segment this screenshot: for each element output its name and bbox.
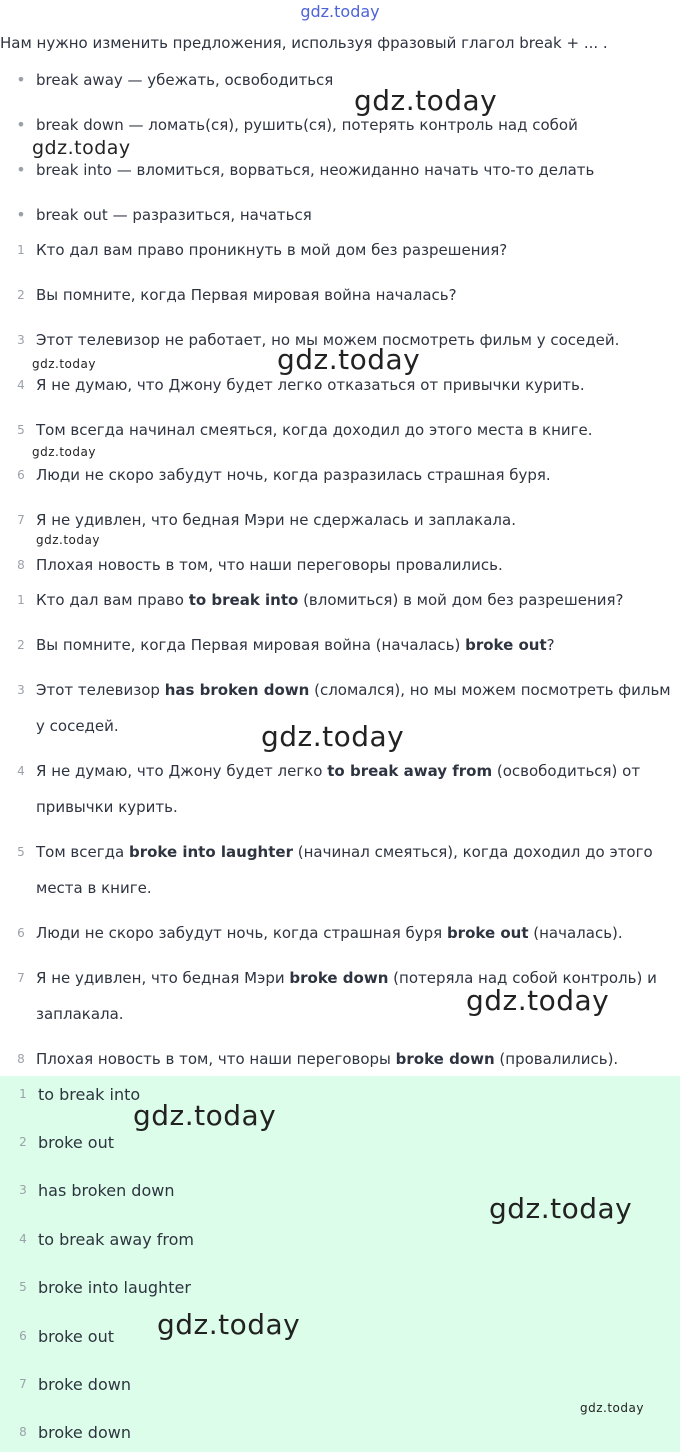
- solution-text: (начинал смеяться), когда доходил до этого места в книге.: [36, 843, 653, 897]
- item-number: 8: [17, 558, 25, 572]
- sentence-text: Я не удивлен, что бедная Мэри не сдержалась и заплакала.: [36, 511, 516, 529]
- watermark: gdz.today: [277, 343, 421, 376]
- answer-panel: [0, 1076, 680, 1452]
- phrasal-verb-answer: to break into: [188, 591, 299, 609]
- solution-text: (потеряла над собой контроль) и заплакала.: [36, 969, 657, 1023]
- verb-term: break down: [36, 116, 124, 134]
- verb-term: break away: [36, 71, 123, 89]
- item-number: 8: [17, 1052, 25, 1066]
- item-number: 5: [19, 1280, 27, 1294]
- solution-text: Вы помните, когда Первая мировая война (началась): [36, 636, 466, 654]
- answer-text: broke down: [38, 1423, 131, 1442]
- verb-term: break out: [36, 206, 108, 224]
- phrasal-verb-answer: to break away from: [327, 762, 493, 780]
- solution-text: (освободиться) от привычки курить.: [36, 762, 641, 816]
- watermark: gdz.today: [466, 984, 610, 1017]
- sentence-text: Люди не скоро забудут ночь, когда разразилась страшная буря.: [36, 466, 551, 484]
- item-number: 2: [17, 638, 25, 652]
- sentence-text: Том всегда начинал смеяться, когда доходил до этого места в книге.: [36, 421, 593, 439]
- solution-text: Этот телевизор: [36, 681, 165, 699]
- solution-text: Том всегда: [36, 843, 129, 861]
- item-number: 1: [19, 1087, 27, 1101]
- sentence-text: Плохая новость в том, что наши переговоры провалились.: [36, 556, 503, 574]
- watermark: gdz.today: [261, 720, 405, 753]
- answer-text: to break into: [38, 1085, 141, 1104]
- item-number: 2: [19, 1135, 27, 1149]
- item-number: 1: [17, 593, 25, 607]
- verb-definition: — ломать(ся), рушить(ся), потерять контроль над собой: [123, 116, 578, 134]
- answer-text: broke down: [38, 1375, 131, 1394]
- solution-text: Люди не скоро забудут ночь, когда страшная буря: [36, 924, 447, 942]
- solution-text: Я не удивлен, что бедная Мэри: [36, 969, 290, 987]
- item-number: 6: [17, 926, 25, 940]
- sentence-text: Этот телевизор не работает, но мы можем посмотреть фильм у соседей.: [36, 331, 620, 349]
- answer-text: to break away from: [38, 1230, 195, 1249]
- item-number: 3: [17, 683, 25, 697]
- watermark: gdz.today: [32, 357, 96, 371]
- item-number: 7: [19, 1377, 27, 1391]
- verb-definition: — убежать, освободиться: [122, 71, 334, 89]
- phrasal-verb-answer: has broken down: [164, 681, 310, 699]
- phrasal-verb-answer: broke out: [446, 924, 529, 942]
- item-number: 4: [17, 764, 25, 778]
- bullet-icon: •: [16, 70, 26, 89]
- solution-text: ?: [546, 636, 555, 654]
- item-number: 4: [19, 1232, 27, 1246]
- solution-text: Я не думаю, что Джону будет легко: [36, 762, 328, 780]
- item-number: 3: [17, 333, 25, 347]
- watermark: gdz.today: [32, 445, 96, 459]
- watermark: gdz.today: [157, 1308, 301, 1341]
- item-number: 8: [19, 1425, 27, 1439]
- solution-text: Кто дал вам право: [36, 591, 189, 609]
- answer-text: has broken down: [38, 1181, 175, 1200]
- sentence-text: Кто дал вам право проникнуть в мой дом без разрешения?: [36, 241, 508, 259]
- item-number: 5: [17, 423, 25, 437]
- verb-definition: — вломиться, ворваться, неожиданно начать что-то делать: [111, 161, 595, 179]
- phrasal-verb-answer: broke down: [289, 969, 389, 987]
- sentence-text: Я не думаю, что Джону будет легко отказаться от привычки курить.: [36, 376, 585, 394]
- item-number: 3: [19, 1183, 27, 1197]
- bullet-icon: •: [16, 205, 26, 224]
- item-number: 6: [19, 1329, 27, 1343]
- item-number: 7: [17, 971, 25, 985]
- watermark: gdz.today: [489, 1192, 633, 1225]
- verb-term: break into: [36, 161, 112, 179]
- item-number: 1: [17, 243, 25, 257]
- answer-text: broke out: [38, 1327, 114, 1346]
- intro-text: Нам нужно изменить предложения, используя фразовый глагол break + ... .: [0, 34, 608, 52]
- item-number: 5: [17, 845, 25, 859]
- answer-text: broke into laughter: [38, 1278, 191, 1297]
- solution-text: (сломался), но мы можем посмотреть фильм у соседей.: [36, 681, 671, 735]
- solution-text: (провалились).: [494, 1050, 619, 1068]
- phrasal-verb-answer: broke out: [465, 636, 547, 654]
- phrasal-verb-answer: broke into laughter: [128, 843, 293, 861]
- watermark: gdz.today: [354, 84, 498, 117]
- watermark: gdz.today: [580, 1401, 644, 1415]
- bullet-icon: •: [16, 160, 26, 179]
- watermark: gdz.today: [36, 533, 100, 547]
- verb-definition: — разразиться, начаться: [107, 206, 312, 224]
- sentence-text: Вы помните, когда Первая мировая война началась?: [36, 286, 457, 304]
- watermark: gdz.today: [133, 1099, 277, 1132]
- solution-text: (началась).: [528, 924, 623, 942]
- item-number: 6: [17, 468, 25, 482]
- item-number: 2: [17, 288, 25, 302]
- item-number: 4: [17, 378, 25, 392]
- answer-text: broke out: [38, 1133, 114, 1152]
- watermark: gdz.today: [32, 137, 131, 159]
- site-logo[interactable]: gdz.today: [300, 2, 380, 21]
- item-number: 7: [17, 513, 25, 527]
- solution-text: (вломиться) в мой дом без разрешения?: [298, 591, 624, 609]
- solution-text: Плохая новость в том, что наши переговоры: [36, 1050, 396, 1068]
- phrasal-verb-answer: broke down: [395, 1050, 495, 1068]
- bullet-icon: •: [16, 115, 26, 134]
